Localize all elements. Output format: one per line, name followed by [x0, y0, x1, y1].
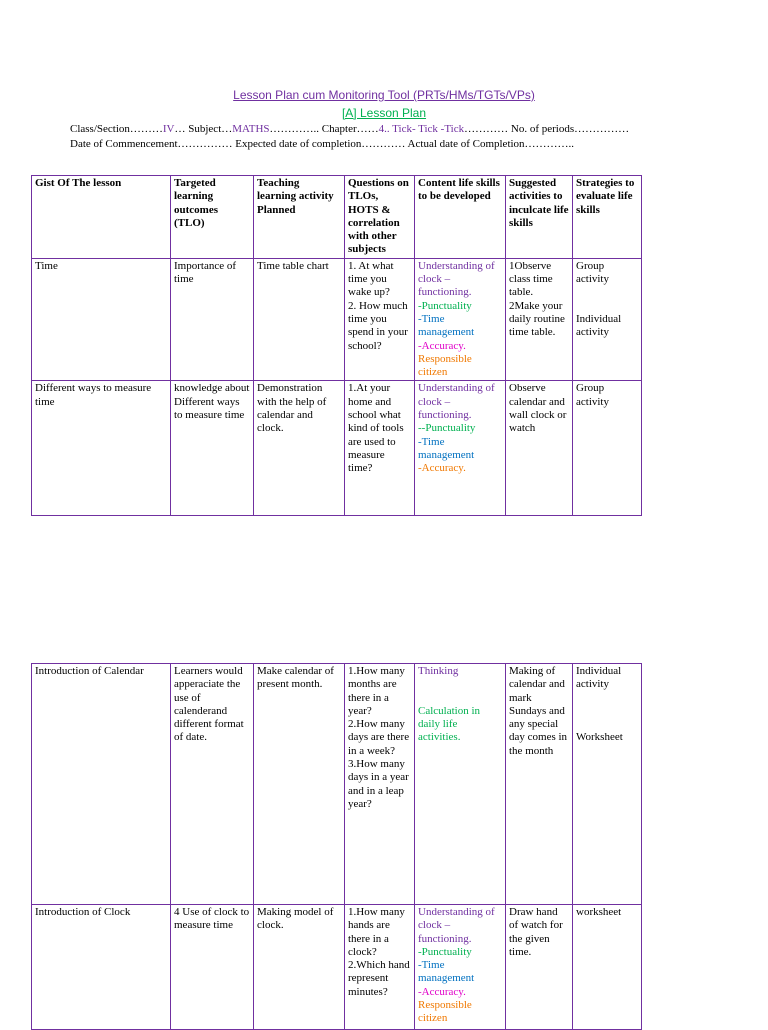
cell-questions	[345, 664, 415, 905]
class-value: IV	[162, 123, 175, 135]
column-header-gist: Gist Of The lesson	[32, 176, 171, 259]
lesson-plan-table-2	[31, 663, 642, 1030]
column-header-suggested: Suggested activities to inculcate life skills	[506, 176, 573, 259]
cell-skills	[415, 664, 506, 905]
cell-gist: Time	[32, 258, 171, 381]
table-row	[32, 905, 642, 1030]
skill-item: Understanding of clock – functioning.	[418, 382, 495, 422]
skill-item: -Time management	[418, 959, 475, 985]
column-header-activity: Teaching learning activity Planned	[254, 176, 345, 259]
question-item: 2.How many days are there in a week?	[348, 718, 410, 757]
cell-tlo: Importance of time	[171, 258, 254, 381]
table-row	[32, 258, 642, 381]
cell-strategies	[573, 258, 642, 381]
skill-item: Calculation in daily life activities.	[418, 704, 481, 744]
cell-questions	[345, 258, 415, 381]
skill-item: -Punctuality	[418, 299, 472, 312]
cell-tlo: 4 Use of clock to measure time	[171, 905, 254, 1030]
suggested-item: Making of calendar and mark Sundays and any special day comes in the month	[509, 665, 568, 757]
skill-item: -Punctuality	[418, 945, 472, 958]
column-header-strategies: Strategies to evaluate life skills	[573, 176, 642, 259]
skill-item: Responsible citizen	[418, 999, 472, 1025]
question-item: 2. How much time you spend in your school?	[348, 299, 408, 352]
question-item: 1.How many months are there in a year?	[348, 665, 405, 717]
cell-skills	[415, 905, 506, 1030]
question-item: 1.At your home and school what kind of tools are used to measure time?	[348, 382, 404, 475]
column-header-questions: Questions on TLOs, HOTS & correlation with other subjects	[345, 176, 415, 259]
cell-tlo: Learners would apperaciate the use of calenderand different format of date.	[171, 664, 254, 905]
cell-activity: Time table chart	[254, 258, 345, 381]
skill-item: -Accuracy.	[418, 339, 466, 352]
subject-label: … Subject…	[174, 123, 233, 135]
dates-info-line: Date of Commencement…………… Expected date of completion………… Actual date of Completion…………..	[70, 138, 575, 150]
cell-skills	[415, 258, 506, 381]
cell-activity: Making model of clock.	[254, 905, 345, 1030]
skill-item: -Time management	[418, 435, 475, 461]
strategy-item: Individual activity	[576, 665, 622, 691]
strategy-item: worksheet	[576, 906, 622, 918]
strategy-item: Group activity	[576, 382, 609, 408]
cell-gist: Introduction of Clock	[32, 905, 171, 1030]
suggested-item: 2Make your daily routine time table.	[509, 299, 565, 339]
question-item: 1.How many hands are there in a clock?	[348, 906, 405, 958]
skill-item: Understanding of clock – functioning.	[418, 259, 495, 299]
skill-item: -Accuracy.	[418, 985, 466, 998]
cell-gist: Introduction of Calendar	[32, 664, 171, 905]
cell-activity: Make calendar of present month.	[254, 664, 345, 905]
cell-suggested	[506, 664, 573, 905]
column-header-tlo: Targeted learning outcomes (TLO)	[171, 176, 254, 259]
periods-label: ………… No. of periods……………	[464, 123, 630, 135]
cell-strategies	[573, 381, 642, 516]
lesson-plan-table-1	[31, 175, 642, 516]
cell-strategies	[573, 664, 642, 905]
strategy-item: Worksheet	[576, 731, 623, 744]
skill-item: Thinking	[418, 665, 459, 677]
skill-item: Understanding of clock – functioning.	[418, 906, 495, 945]
table-row	[32, 381, 642, 516]
column-header-skills: Content life skills to be developed	[415, 176, 506, 259]
page-title: Lesson Plan cum Monitoring Tool (PRTs/HMs/TGTs/VPs)	[233, 88, 535, 102]
page-subtitle: [A] Lesson Plan	[341, 106, 427, 120]
cell-suggested	[506, 258, 573, 381]
chapter-label: ………….. Chapter……	[269, 123, 379, 135]
skill-item: -Time management	[418, 312, 475, 339]
suggested-item: Draw hand of watch for the given time.	[509, 906, 563, 958]
strategy-item: Individual activity	[576, 312, 622, 339]
question-item: 3.How many days in a year and in a leap year?	[348, 758, 409, 810]
cell-activity: Demonstration with the help of calendar and clock.	[254, 381, 345, 516]
cell-tlo: knowledge about Different ways to measure time	[171, 381, 254, 516]
skill-item: Responsible citizen	[418, 352, 472, 379]
cell-questions	[345, 381, 415, 516]
class-info-line	[70, 123, 629, 135]
cell-questions	[345, 905, 415, 1030]
question-item: 1. At what time you wake up?	[348, 259, 394, 299]
question-item: 2.Which hand represent minutes?	[348, 959, 410, 998]
cell-suggested	[506, 905, 573, 1030]
cell-gist: Different ways to measure time	[32, 381, 171, 516]
skill-item: -Accuracy.	[418, 462, 466, 475]
strategy-item: Group activity	[576, 259, 609, 286]
subject-value: MATHS	[232, 123, 270, 135]
suggested-item: Observe calendar and wall clock or watch	[509, 382, 567, 435]
class-label: Class/Section………	[70, 123, 163, 135]
chapter-value: 4.. Tick- Tick -Tick	[378, 123, 465, 135]
cell-skills	[415, 381, 506, 516]
cell-suggested	[506, 381, 573, 516]
header-row	[32, 176, 642, 259]
table-row	[32, 664, 642, 905]
suggested-item: 1Observe class time table.	[509, 259, 553, 299]
cell-strategies	[573, 905, 642, 1030]
skill-item: --Punctuality	[418, 422, 476, 435]
